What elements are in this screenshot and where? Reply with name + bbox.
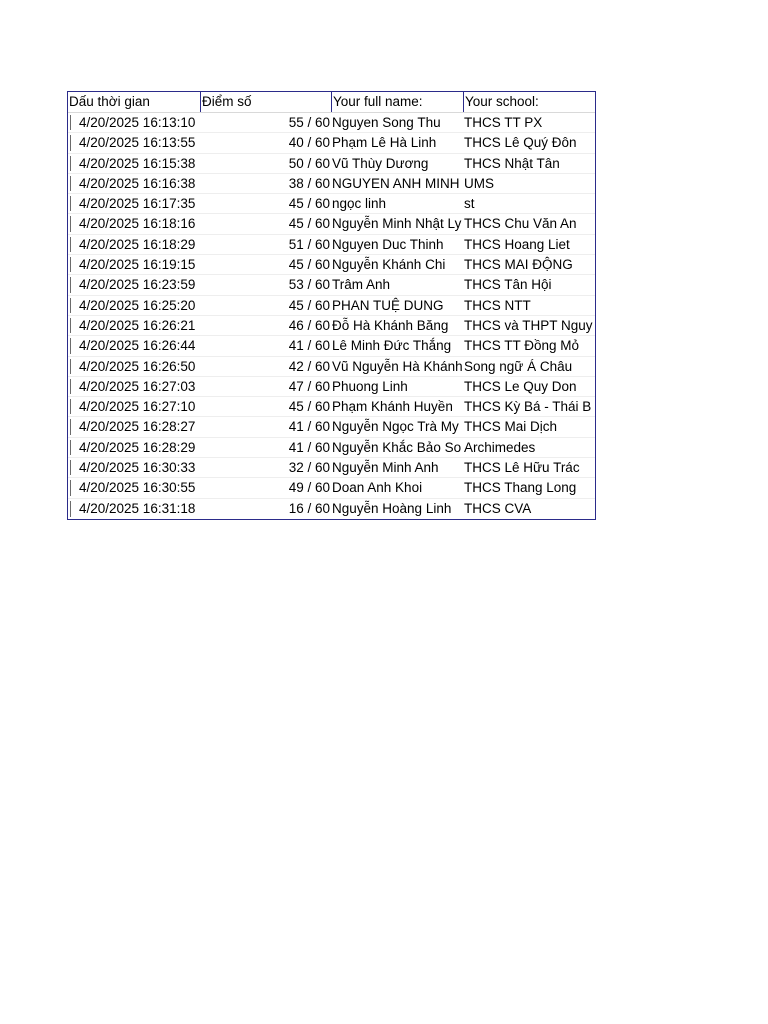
cell-school: Archimedes (464, 439, 536, 455)
cell-school: THCS MAI ĐỘNG (464, 257, 573, 273)
cell-school: UMS (464, 175, 494, 191)
cell-timestamp: 4/20/2025 16:19:15 (79, 257, 196, 273)
table-row (68, 235, 595, 255)
cell-timestamp: 4/20/2025 16:15:38 (79, 155, 196, 171)
table-row (68, 397, 595, 417)
table-row (68, 174, 595, 194)
cell-school: THCS TT PX (464, 115, 543, 130)
cell-timestamp: 4/20/2025 16:17:35 (79, 196, 196, 212)
cell-timestamp: 4/20/2025 16:18:16 (79, 216, 196, 232)
cell-full-name: Doan Anh Khoi (332, 480, 423, 496)
cell-full-name: Trâm Anh (332, 277, 391, 293)
cell-full-name: NGUYEN ANH MINH (332, 175, 460, 191)
cell-school: THCS Lê Hữu Trác (464, 460, 580, 476)
cell-full-name: ngọc linh (332, 196, 387, 212)
cell-full-name: Nguyễn Khắc Bảo So (332, 439, 462, 455)
table-row (68, 336, 595, 356)
table-row (68, 458, 595, 478)
cell-score: 38 / 60 (288, 175, 330, 191)
cell-score: 45 / 60 (288, 297, 330, 313)
cell-score: 55 / 60 (288, 115, 330, 130)
table-row (68, 255, 595, 275)
table-row (68, 113, 595, 133)
cell-full-name: Nguyễn Ngọc Trà My (332, 419, 459, 435)
cell-full-name: Nguyen Song Thu (332, 115, 441, 130)
cell-score: 49 / 60 (288, 480, 330, 496)
cell-timestamp: 4/20/2025 16:30:33 (79, 460, 196, 476)
cell-full-name: Vũ Nguyễn Hà Khánh (332, 358, 463, 374)
cell-score: 42 / 60 (288, 358, 330, 374)
cell-school: THCS Hoang Liet (464, 236, 570, 252)
cell-school: THCS Le Quy Don (464, 378, 577, 394)
cell-full-name: Lê Minh Đức Thắng (332, 338, 452, 354)
cell-score: 16 / 60 (288, 500, 330, 516)
cell-timestamp: 4/20/2025 16:31:18 (79, 500, 196, 516)
table-row (68, 316, 595, 336)
cell-full-name: Phạm Khánh Huyền (332, 399, 453, 415)
cell-score: 50 / 60 (288, 155, 330, 171)
cell-score: 41 / 60 (288, 419, 330, 435)
table-body (68, 113, 595, 519)
header-full-name: Your full name: (331, 92, 463, 112)
cell-timestamp: 4/20/2025 16:27:10 (79, 399, 196, 415)
cell-score: 40 / 60 (288, 135, 330, 151)
cell-timestamp: 4/20/2025 16:13:10 (79, 115, 196, 130)
table-row (68, 499, 595, 519)
table-row (68, 377, 595, 397)
header-timestamp: Dấu thời gian (69, 94, 150, 109)
cell-timestamp: 4/20/2025 16:26:44 (79, 338, 196, 354)
cell-score: 46 / 60 (288, 317, 330, 333)
cell-timestamp: 4/20/2025 16:13:55 (79, 135, 196, 151)
table-header-row (68, 91, 595, 113)
cell-school: Song ngữ Á Châu (464, 358, 573, 374)
cell-full-name: Nguyễn Minh Nhật Ly (332, 216, 462, 232)
cell-full-name: Đỗ Hà Khánh Băng (332, 317, 449, 333)
cell-timestamp: 4/20/2025 16:25:20 (79, 297, 196, 313)
cell-school: THCS Tân Hội (464, 277, 552, 293)
cell-full-name: PHAN TUỆ DUNG (332, 297, 444, 313)
cell-school: THCS Mai Dịch (464, 419, 558, 435)
table-row (68, 275, 595, 295)
cell-full-name: Nguyễn Khánh Chi (332, 257, 446, 273)
table-row (68, 296, 595, 316)
cell-school: st (464, 196, 475, 212)
cell-school: THCS NTT (464, 297, 531, 313)
cell-full-name: Nguyen Duc Thinh (332, 236, 444, 252)
cell-score: 53 / 60 (288, 277, 330, 293)
cell-school: THCS Nhật Tân (464, 155, 560, 171)
cell-timestamp: 4/20/2025 16:26:50 (79, 358, 196, 374)
header-school: Your school: (463, 92, 595, 112)
cell-score: 45 / 60 (288, 196, 330, 212)
cell-school: THCS CVA (464, 500, 532, 516)
cell-school: THCS Lê Quý Đôn (464, 135, 577, 151)
cell-timestamp: 4/20/2025 16:26:21 (79, 317, 196, 333)
cell-timestamp: 4/20/2025 16:30:55 (79, 480, 196, 496)
cell-school: THCS TT Đồng Mỏ (464, 338, 580, 354)
cell-timestamp: 4/20/2025 16:18:29 (79, 236, 196, 252)
table-row (68, 438, 595, 458)
cell-score: 32 / 60 (288, 460, 330, 476)
cell-timestamp: 4/20/2025 16:28:29 (79, 439, 196, 455)
cell-school: THCS và THPT Nguy (464, 317, 593, 333)
table-row (68, 357, 595, 377)
cell-full-name: Vũ Thùy Dương (332, 155, 429, 171)
cell-timestamp: 4/20/2025 16:16:38 (79, 175, 196, 191)
table-row (68, 417, 595, 437)
table-row (68, 214, 595, 234)
cell-score: 51 / 60 (288, 236, 330, 252)
table-row (68, 133, 595, 153)
cell-school: THCS Chu Văn An (464, 216, 577, 232)
table-row (68, 154, 595, 174)
cell-score: 45 / 60 (288, 399, 330, 415)
cell-school: THCS Thang Long (464, 480, 577, 496)
cell-full-name: Phạm Lê Hà Linh (332, 135, 437, 151)
results-table (67, 91, 596, 520)
header-score: Điểm số (200, 92, 331, 112)
table-row (68, 478, 595, 498)
cell-score: 45 / 60 (288, 216, 330, 232)
cell-timestamp: 4/20/2025 16:23:59 (79, 277, 196, 293)
cell-full-name: Phuong Linh (332, 378, 408, 394)
cell-full-name: Nguyễn Minh Anh (332, 460, 439, 476)
cell-score: 41 / 60 (288, 338, 330, 354)
table-row (68, 194, 595, 214)
cell-timestamp: 4/20/2025 16:27:03 (79, 378, 196, 394)
cell-full-name: Nguyễn Hoàng Linh (332, 500, 452, 516)
cell-school: THCS Kỳ Bá - Thái B (464, 399, 592, 415)
cell-score: 45 / 60 (288, 257, 330, 273)
cell-score: 41 / 60 (288, 439, 330, 455)
cell-score: 47 / 60 (288, 378, 330, 394)
cell-timestamp: 4/20/2025 16:28:27 (79, 419, 196, 435)
